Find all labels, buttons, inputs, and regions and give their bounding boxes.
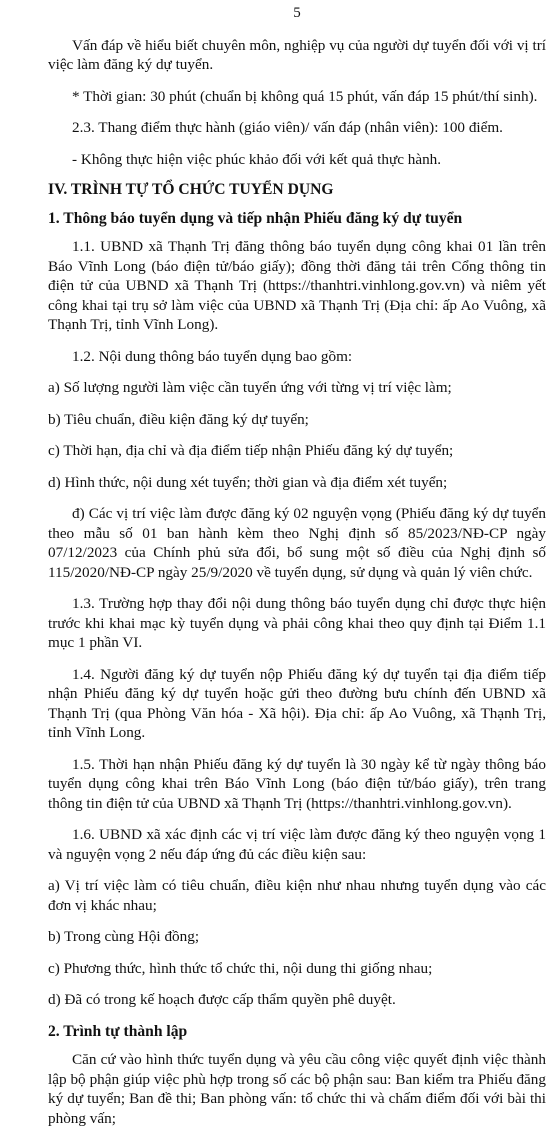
condition-d: d) Đã có trong kế hoạch được cấp thẩm quyền phê duyệt. [48, 991, 396, 1008]
list-item-d: d) Hình thức, nội dung xét tuyển; thời gian và địa điểm xét tuyển; [48, 473, 448, 491]
list-item-dd: đ) Các vị trí việc làm được đăng ký 02 nguyện vọng (Phiếu đăng ký dự tuyển theo mẫu số 01 ban hành kèm theo Nghị định số 85/2023/NĐ-CP ngày 07/12/2023 của Chính phủ sửa đổi, bổ sung một số điều của Nghị định số 115/2020/NĐ-CP ngày 25/9/2020 về tuyển dụng, sử dụng và quản lý viên chức. [48, 505, 546, 581]
paragraph-1-4: 1.4. Người đăng ký dự tuyển nộp Phiếu đăng ký dự tuyển tại địa điểm tiếp nhận Phiếu đăng ký dự tuyển hoặc gửi theo đường bưu chính đến UBND xã Thạnh Trị (qua Phòng Văn hóa - Xã hội). Địa chỉ: ấp Ao Vuông, xã Thạnh Trị, tỉnh Vĩnh Long. [48, 665, 546, 741]
list-item-a: a) Số lượng người làm việc cần tuyển ứng với từng vị trí việc làm; [48, 379, 452, 396]
condition-c: c) Phương thức, hình thức tổ chức thi, nội dung thi giống nhau; [48, 959, 433, 977]
paragraph-scale: 2.3. Thang điểm thực hành (giáo viên)/ vấn đáp (nhân viên): 100 điểm. [72, 119, 503, 136]
paragraph-no-review: - Không thực hiện việc phúc khảo đối với kết quả thực hành. [72, 150, 442, 168]
paragraph-1-6: 1.6. UBND xã xác định các vị trí việc làm được đăng ký theo nguyện vọng 1 và nguyện vọng 2 nếu đáp ứng đủ các điều kiện sau: [48, 826, 546, 863]
section-heading-iv: IV. TRÌNH TỰ TỔ CHỨC TUYỂN DỤNG [48, 181, 334, 198]
list-item-b: b) Tiêu chuẩn, điều kiện đăng ký dự tuyển; [48, 410, 309, 428]
paragraph-1-2: 1.2. Nội dung thông báo tuyển dụng bao gồm: [72, 347, 353, 365]
paragraph-1-1: 1.1. UBND xã Thạnh Trị đăng thông báo tuyển dụng công khai 01 lần trên Báo Vĩnh Long (báo điện tử/báo giấy); đồng thời đăng tải trên Cổng thông tin điện tử của UBND xã Thạnh Trị (https://thanhtri.vinhlong.gov.vn) và niêm yết công khai tại trụ sở làm việc của UBND xã Thạnh Trị (Địa chỉ: ấp Ao Vuông, xã Thạnh Trị, tỉnh Vĩnh Long). [48, 238, 546, 333]
subsection-heading-2: 2. Trình tự thành lập [48, 1022, 188, 1040]
paragraph-1-5: 1.5. Thời hạn nhận Phiếu đăng ký dự tuyển là 30 ngày kể từ ngày thông báo tuyển dụng công khai trên Báo Vĩnh Long (báo điện tử/báo giấy), trên trang thông tin điện tử của UBND xã Thạnh Trị (https://thanhtri.vinhlong.gov.vn). [48, 755, 546, 812]
paragraph-oral-exam: Vấn đáp về hiểu biết chuyên môn, nghiệp vụ của người dự tuyển đối với vị trí việc làm đăng ký dự tuyển. [48, 36, 546, 73]
list-item-c: c) Thời hạn, địa chỉ và địa điểm tiếp nhận Phiếu đăng ký dự tuyển; [48, 442, 454, 459]
subsection-heading-1: 1. Thông báo tuyển dụng và tiếp nhận Phiếu đăng ký dự tuyển [48, 209, 463, 227]
page-number: 5 [293, 5, 301, 21]
paragraph-1-3: 1.3. Trường hợp thay đổi nội dung thông báo tuyển dụng chỉ được thực hiện trước khi khai mạc kỳ tuyển dụng và phải công khai theo quy định tại Điểm 1.1 mục 1 phần VI. [48, 595, 546, 651]
paragraph-2: Căn cứ vào hình thức tuyển dụng và yêu cầu công việc quyết định việc thành lập bộ phận giúp việc phù hợp trong số các bộ phận sau: Ban kiểm tra Phiếu đăng ký dự tuyển; Ban đề thi; Ban phòng vấn: tổ chức thi và chấm điểm đối với bài thi phòng vấn; [48, 1051, 546, 1127]
paragraph-time: * Thời gian: 30 phút (chuẩn bị không quá 15 phút, vấn đáp 15 phút/thí sinh). [72, 87, 538, 105]
condition-a: a) Vị trí việc làm có tiêu chuẩn, điều kiện như nhau nhưng tuyển dụng vào các đơn vị khác nhau; [48, 877, 546, 914]
condition-b: b) Trong cùng Hội đồng; [48, 928, 200, 945]
